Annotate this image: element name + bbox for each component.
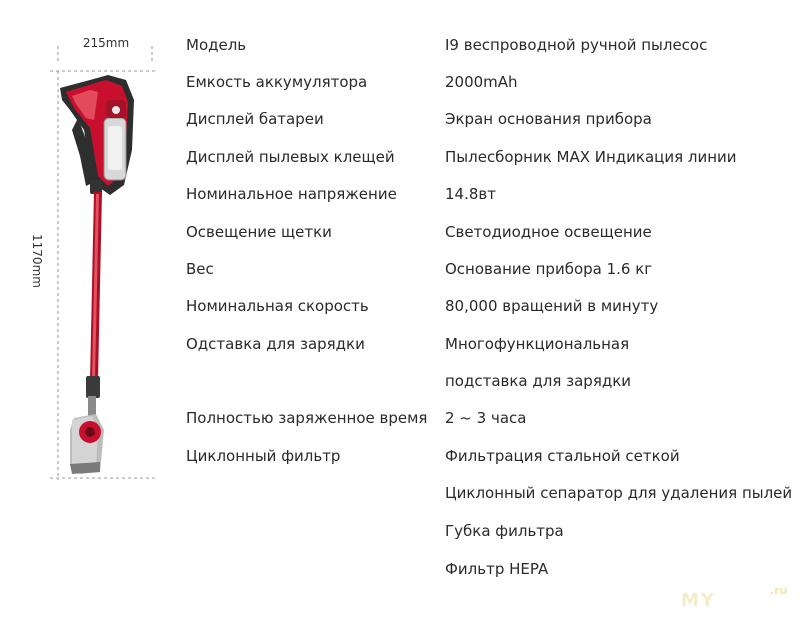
spec-label: Циклонный фильтр (186, 447, 341, 465)
vacuum-wand (86, 192, 102, 416)
spec-value: Экран основания прибора (445, 110, 652, 128)
width-dimension-label: 215mm (82, 36, 130, 50)
spec-value: Пылесборник MAX Индикация линии (445, 148, 737, 166)
spec-value: Фильтр HEPA (445, 560, 549, 578)
height-dimension-label: 1170mm (30, 234, 44, 288)
spec-label: Одставка для зарядки (186, 335, 365, 353)
spec-label: Емкость аккумулятора (186, 73, 368, 91)
site-watermark: MY (681, 590, 716, 611)
spec-value: 80,000 вращений в минуту (445, 297, 659, 315)
spec-label: Освещение щетки (186, 223, 332, 241)
vacuum-illustration (0, 0, 180, 500)
spec-label: Номинальное напряжение (186, 185, 397, 203)
spec-value: 2000mAh (445, 73, 518, 91)
spec-label: Вес (186, 260, 214, 278)
spec-value: Основание прибора 1.6 кг (445, 260, 653, 278)
site-watermark-suffix: .ru (770, 584, 788, 597)
spec-value: Светодиодное освещение (445, 223, 652, 241)
vacuum-cleaner-drawing (0, 0, 180, 500)
spec-label: Полностью заряженное время (186, 409, 428, 427)
spec-value: Циклонный сепаратор для удаления пылей (445, 484, 793, 502)
vacuum-floor-head (70, 414, 104, 474)
spec-label: Номинальная скорость (186, 297, 369, 315)
spec-value: подставка для зарядки (445, 372, 632, 390)
vacuum-body (60, 75, 134, 195)
spec-value: Фильтрация стальной сеткой (445, 447, 680, 465)
spec-value: 2 ~ 3 часа (445, 409, 527, 427)
spec-value: I9 веспроводной ручной пылесос (445, 36, 708, 54)
spec-value: Многофункциональная (445, 335, 630, 353)
spec-value: Губка фильтра (445, 522, 564, 540)
spec-label: Модель (186, 36, 247, 54)
spec-value: 14.8вт (445, 185, 496, 203)
spec-label: Дисплей пылевых клещей (186, 148, 395, 166)
spec-label: Дисплей батареи (186, 110, 324, 128)
